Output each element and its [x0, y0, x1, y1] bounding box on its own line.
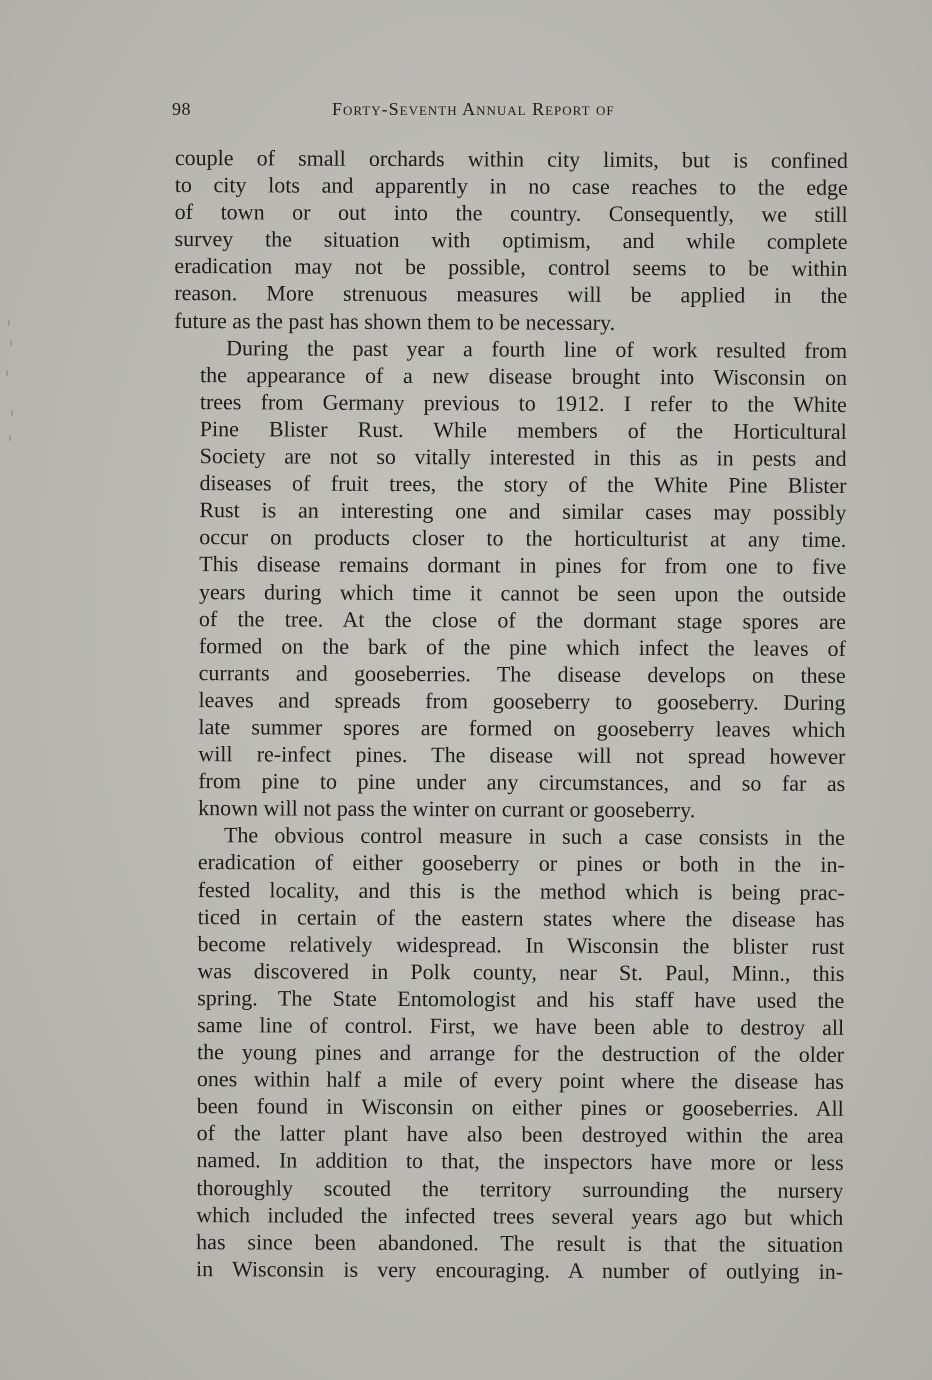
- text-line: This disease remains dormant in pines for from one to five: [199, 551, 847, 580]
- text-line: become relatively widespread. In Wisconsin the blister rust: [197, 930, 845, 959]
- text-line: named. In addition to that, the inspectors have more or less: [196, 1147, 844, 1176]
- text-line: diseases of fruit trees, the story of the White Pine Blister: [199, 470, 847, 499]
- margin-specks: [0, 300, 20, 500]
- text-line: fested locality, and this is the method which is being prac-: [197, 876, 845, 905]
- text-line: known will not pass the winter on currant or gooseberry.: [198, 795, 696, 823]
- text-line: eradication may not be possible, control seems to be within: [174, 253, 848, 282]
- running-title: Forty-Seventh Annual Report of: [332, 99, 615, 119]
- text-line: occur on products closer to the horticulturist at any time.: [199, 524, 847, 553]
- body-text: [170, 144, 848, 1285]
- text-line: to city lots and apparently in no case reaches to the edge: [174, 172, 848, 201]
- text-line: trees from Germany previous to 1912. I refer to the White: [199, 388, 847, 417]
- text-line: of town or out into the country. Consequently, we still: [174, 199, 848, 228]
- text-line: years during which time it cannot be seen upon the outside: [198, 578, 847, 607]
- text-line: formed on the bark of the pine which infect the leaves of: [198, 632, 846, 661]
- text-line: Society are not so vitally interested in this as in pests and: [199, 443, 847, 471]
- text-line: currants and gooseberries. The disease develops on these: [198, 659, 846, 688]
- text-line: The obvious control measure in such a case consists in the: [223, 822, 846, 851]
- text-line: couple of small orchards within city limits, but is confined: [174, 144, 848, 173]
- text-line: which included the infected trees several years ago but which: [196, 1201, 844, 1230]
- text-line: the young pines and arrange for the destruction of the older: [196, 1039, 845, 1068]
- text-line: leaves and spreads from gooseberry to gooseberry. During: [198, 686, 846, 715]
- text-line: same line of control. First, we have been able to destroy all: [197, 1012, 845, 1040]
- text-line: was discovered in Polk county, near St. Paul, Minn., this: [197, 957, 845, 986]
- text-line: will re-infect pines. The disease will not spread however: [198, 741, 846, 769]
- text-line: thoroughly scouted the territory surrounding the nursery: [196, 1174, 844, 1203]
- text-line: in Wisconsin is very encouraging. A number of outlying in-: [196, 1255, 844, 1284]
- text-line: reason. More strenuous measures will be applied in the: [174, 280, 848, 309]
- text-line: ones within half a mile of every point where the disease has: [196, 1066, 844, 1095]
- running-head: [172, 99, 732, 125]
- text-line: Pine Blister Rust. While members of the Horticultural: [199, 416, 847, 444]
- text-line: survey the situation with optimism, and while complete: [174, 226, 848, 255]
- text-line: late summer spores are formed on gooseberry leaves which: [198, 714, 846, 742]
- text-line: has since been abandoned. The result is that the situation: [196, 1228, 844, 1257]
- text-line: eradication of either gooseberry or pines or both in the in-: [197, 849, 845, 878]
- text-line: of the tree. At the close of the dormant stage spores are: [198, 605, 846, 634]
- paragraph: [174, 144, 848, 337]
- text-line: been found in Wisconsin on either pines or gooseberries. All: [196, 1093, 844, 1122]
- text-line: During the past year a fourth line of work resulted from: [226, 334, 848, 363]
- text-line: ticed in certain of the eastern states where the disease has: [197, 903, 845, 932]
- text-line: spring. The State Entomologist and his staff have used the: [197, 985, 845, 1013]
- text-line: from pine to pine under any circumstances, and so far as: [198, 768, 846, 797]
- paragraph: [170, 821, 845, 1285]
- paragraph: [172, 334, 847, 825]
- text-line: future as the past has shown them to be necessary.: [174, 307, 616, 335]
- page-number: 98: [172, 99, 191, 119]
- text-line: the appearance of a new disease brought into Wisconsin on: [199, 361, 848, 390]
- text-line: of the latter plant have also been destroyed within the area: [196, 1120, 844, 1149]
- text-line: Rust is an interesting one and similar cases may possibly: [199, 497, 847, 526]
